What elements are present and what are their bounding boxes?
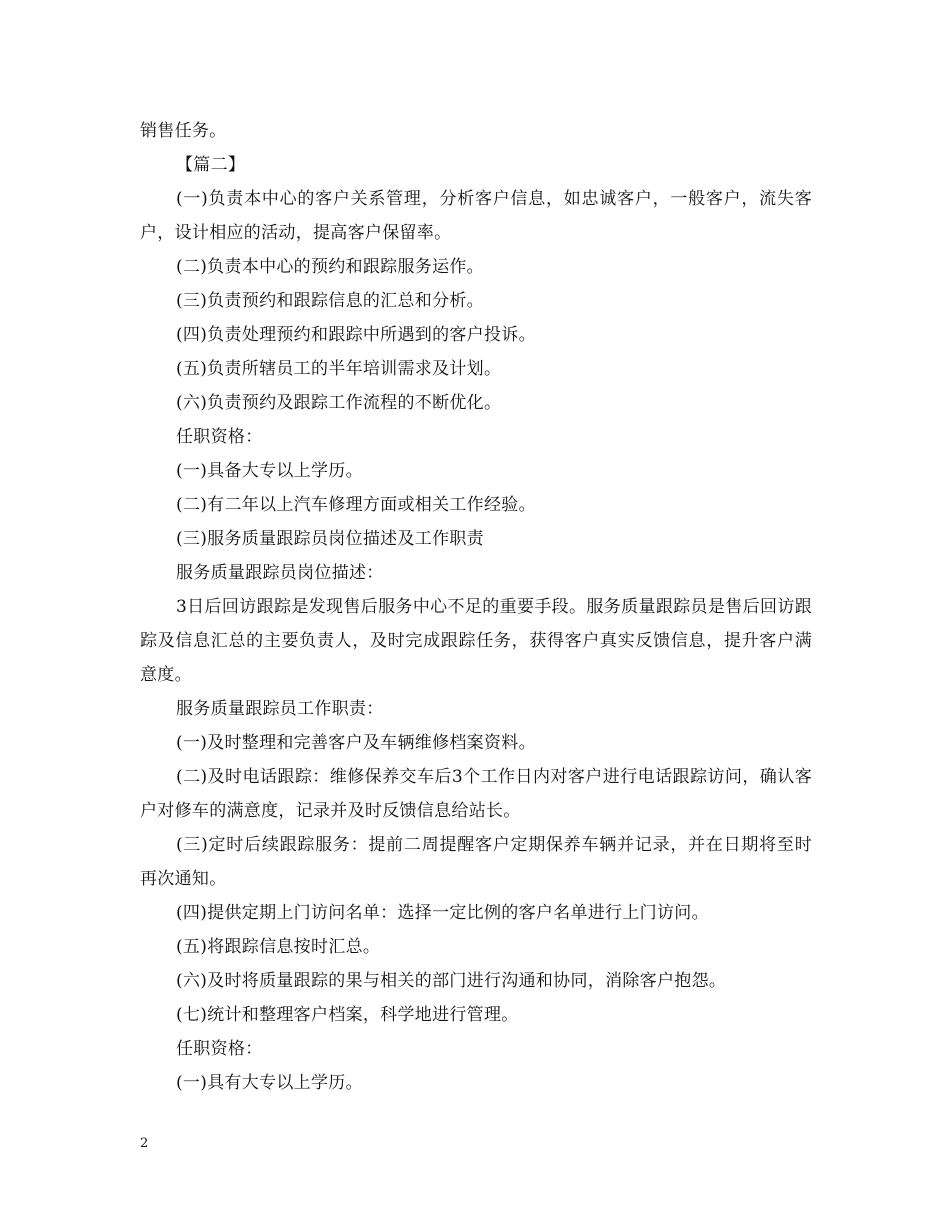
paragraph: (五)将跟踪信息按时汇总。 <box>176 937 381 957</box>
paragraph: (三)定时后续跟踪服务：提前二周提醒客户定期保养车辆并记录，并在日期将至时再次通知。 <box>140 835 812 889</box>
paragraph: 服务质量跟踪员岗位描述： <box>176 563 384 583</box>
paragraph: (一)具有大专以上学历。 <box>176 1073 363 1093</box>
paragraph: (五)负责所辖员工的半年培训需求及计划。 <box>176 359 502 379</box>
paragraph: (七)统计和整理客户档案，科学地进行管理。 <box>176 1005 519 1025</box>
paragraph: 3日后回访跟踪是发现售后服务中心不足的重要手段。服务质量跟踪员是售后回访跟踪及信息汇总的主要负责人，及时完成跟踪任务，获得客户真实反馈信息，提升客户满意度。 <box>140 597 812 685</box>
paragraph: (二)及时电话跟踪：维修保养交车后3个工作日内对客户进行电话跟踪访问，确认客户对修车的满意度，记录并及时反馈信息给站长。 <box>140 767 812 821</box>
document-body <box>140 114 812 1100</box>
paragraph: (一)及时整理和完善客户及车辆维修档案资料。 <box>176 733 536 753</box>
page-number: 2 <box>140 1136 149 1151</box>
paragraph: (二)负责本中心的预约和跟踪服务运作。 <box>176 257 484 277</box>
paragraph: 【篇二】 <box>176 155 246 175</box>
paragraph: (三)负责预约和跟踪信息的汇总和分析。 <box>176 291 484 311</box>
paragraph: 任职资格： <box>176 427 263 447</box>
paragraph: (四)提供定期上门访问名单：选择一定比例的客户名单进行上门访问。 <box>176 903 709 923</box>
paragraph: 销售任务。 <box>140 121 227 141</box>
paragraph: (三)服务质量跟踪员岗位描述及工作职责 <box>176 529 484 549</box>
paragraph: (一)具备大专以上学历。 <box>176 461 363 481</box>
paragraph: (四)负责处理预约和跟踪中所遇到的客户投诉。 <box>176 325 536 345</box>
paragraph: (二)有二年以上汽车修理方面或相关工作经验。 <box>176 495 536 515</box>
paragraph: 服务质量跟踪员工作职责： <box>176 699 384 719</box>
paragraph: (六)及时将质量跟踪的果与相关的部门进行沟通和协同，消除客户抱怨。 <box>176 971 727 991</box>
paragraph: 任职资格： <box>176 1039 263 1059</box>
paragraph: (六)负责预约及跟踪工作流程的不断优化。 <box>176 393 502 413</box>
paragraph: (一)负责本中心的客户关系管理，分析客户信息，如忠诚客户，一般客户，流失客户，设计相应的活动，提高客户保留率。 <box>140 189 812 243</box>
